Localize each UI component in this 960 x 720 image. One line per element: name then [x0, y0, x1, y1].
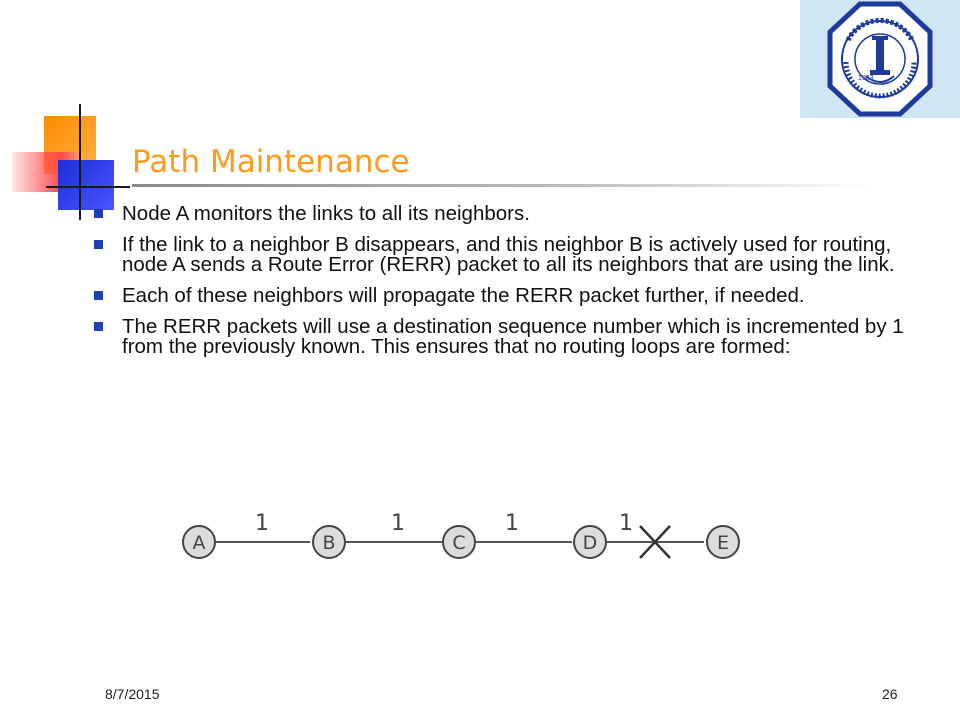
bullet-list	[92, 204, 912, 368]
bullet-item	[92, 286, 912, 306]
bullet-text: Each of these neighbors will propagate the RERR packet further, if needed.	[122, 284, 805, 307]
page-number: 26	[882, 686, 898, 702]
square-bullet-icon	[94, 322, 103, 331]
node-c-label: C	[452, 532, 466, 554]
node-d-label: D	[582, 532, 598, 554]
node-a	[183, 526, 215, 558]
bullet-item	[92, 235, 912, 275]
square-bullet-icon	[94, 209, 103, 218]
square-bullet-icon	[94, 240, 103, 249]
university-seal-icon	[800, 0, 960, 118]
node-b-label: B	[322, 532, 336, 554]
node-e	[707, 526, 739, 558]
bullet-text: If the link to a neighbor B disappears, and this neighbor B is actively used for routing, node A sends a Route Error (RERR) packet to all its neighbors that are using the link.	[122, 233, 895, 276]
link-weight-c-d: 1	[505, 511, 519, 536]
node-e-label: E	[716, 532, 730, 554]
logo-year-left: 1963	[858, 75, 874, 82]
network-diagram	[170, 498, 770, 578]
node-c	[443, 526, 475, 558]
footer-date: 8/7/2015	[105, 686, 160, 702]
bullet-item	[92, 204, 912, 224]
decor-blue-block	[58, 160, 114, 210]
node-a-label: A	[192, 532, 206, 554]
bullet-text: Node A monitors the links to all its neighbors.	[122, 202, 530, 225]
link-weight-a-b: 1	[255, 511, 269, 536]
node-b	[313, 526, 345, 558]
node-d	[574, 526, 606, 558]
title-underline	[132, 184, 872, 187]
square-bullet-icon	[94, 291, 103, 300]
decor-horizontal-line	[46, 186, 130, 188]
page-title: Path Maintenance	[132, 144, 410, 180]
link-weight-d-e: 1	[619, 511, 633, 536]
bullet-text: The RERR packets will use a destination sequence number which is incremented by 1 from the previously known. This ensures that no routing loops are formed:	[122, 315, 904, 358]
link-weight-b-c: 1	[391, 511, 405, 536]
university-logo	[800, 0, 960, 118]
bullet-item	[92, 317, 912, 357]
decor-vertical-line	[79, 104, 81, 220]
